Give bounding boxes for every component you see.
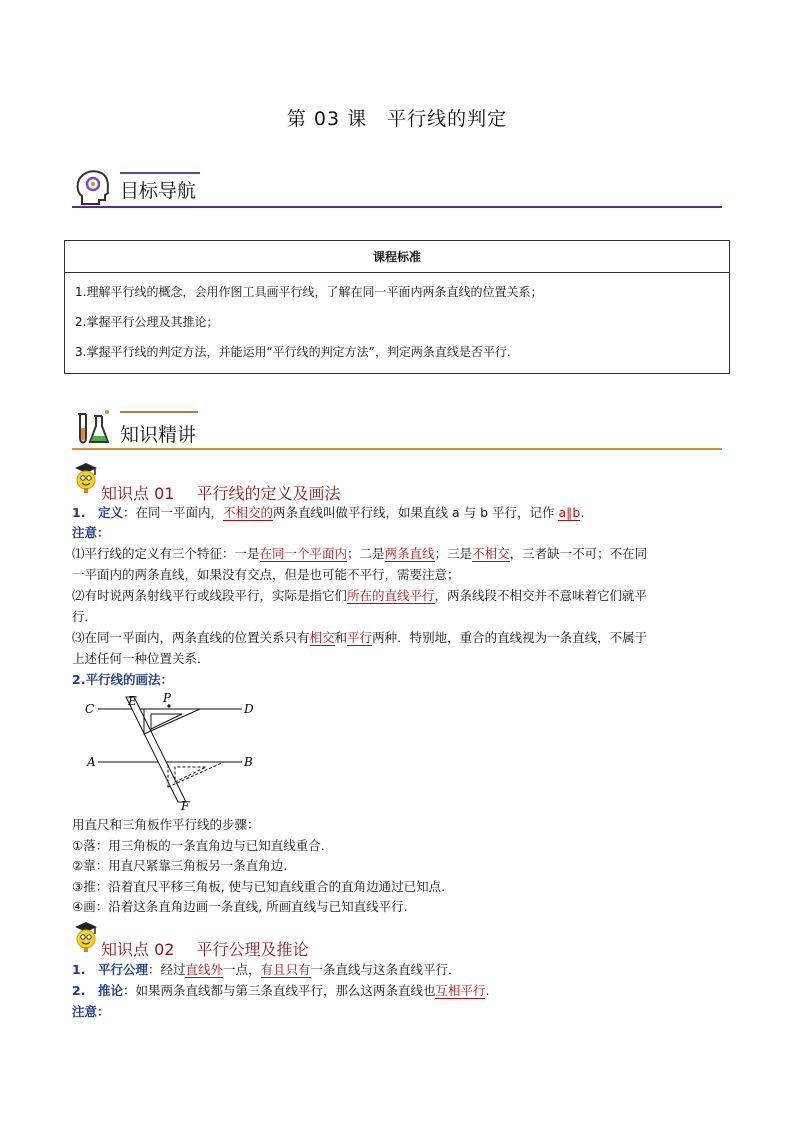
label-b: B [244, 755, 253, 769]
steps-title: 用直尺和三角板作平行线的步骤： [72, 817, 260, 832]
section-divider [72, 448, 722, 450]
blank-answer: 互相平行 [435, 983, 486, 998]
label-e: E [128, 694, 137, 708]
note-3-cont: 上述任何一种位置关系． [72, 651, 210, 666]
blank-answer: 不相交 [472, 546, 510, 561]
standards-body [65, 273, 730, 374]
knowledge-point-title [101, 937, 308, 960]
note-heading: 注意： [72, 525, 110, 540]
student-mascot-icon [73, 462, 99, 494]
blank-answer: 相交 [309, 630, 335, 645]
blank-answer: 直线外 [185, 962, 223, 977]
section-header-knowledge [72, 408, 722, 452]
drawing-steps [72, 815, 732, 918]
standard-item: 1.理解平行线的概念，会用作图工具画平行线，了解在同一平面内两条直线的位置关系； [75, 285, 543, 299]
section-header-accent [120, 172, 200, 174]
flask-icon [72, 408, 112, 450]
student-mascot-icon [73, 921, 99, 953]
standards-header: 课程标准 [65, 241, 730, 273]
kp-name: 平行线的定义及画法 [196, 484, 341, 503]
drawing-method-heading: 2.平行线的画法： [72, 672, 173, 687]
blank-answer: 两条直线 [384, 546, 435, 561]
blank-answer: a∥b [558, 505, 581, 520]
blank-answer: 平行 [347, 630, 373, 645]
kp-number: 知识点 01 [101, 484, 175, 503]
section-header-accent [120, 411, 198, 413]
blank-answer: 不相交的 [222, 505, 273, 520]
section-title-goals: 目标导航 [120, 180, 197, 202]
step-item: ①落：用三角板的一条直角边与已知直线重合. [72, 837, 325, 853]
label-p: P [163, 691, 172, 705]
blank-answer: 有且只有 [260, 962, 311, 977]
ruler [126, 697, 186, 802]
kp-name: 平行公理及推论 [196, 940, 309, 959]
step-item: ④画：沿着这条直角边画一条直线, 所画直线与已知直线平行. [72, 899, 408, 914]
standard-item: 3.掌握平行线的判定方法，并能运用“平行线的判定方法”，判定两条直线是否平行. [75, 345, 511, 359]
parallel-axiom-line: 1. 平行公理：经过直线外一点，有且只有一条直线与这条直线平行． [72, 962, 461, 977]
triangle-upper [144, 709, 200, 734]
step-item: ③推：沿着直尺平移三角板, 使与已知直线重合的直角边通过已知点. [72, 878, 446, 894]
label-c: C [85, 702, 95, 716]
corollary-line: 2. 推论：如果两条直线都与第三条直线平行，那么这两条直线也互相平行. [72, 983, 490, 998]
label-a: A [87, 755, 96, 769]
page-title: 第 03 课 平行线的判定 [286, 108, 508, 130]
note-3: ⑶在同一平面内，两条直线的位置关系只有相交和平行两种．特别地，重合的直线视为一条直线，不属于 [72, 630, 648, 645]
knowledge-point-title [101, 481, 340, 504]
note-2-cont: 行． [72, 609, 98, 624]
section-header-goals [72, 168, 722, 210]
definition-line: 1. 定义：在同一平面内，不相交的两条直线叫做平行线，如果直线 a 与 b 平行，记作 a∥b. [72, 505, 585, 520]
section-divider [72, 206, 722, 208]
note-1-cont: 一平面内的两条直线，如果没有交点，但是也可能不平行，需要注意； [72, 567, 460, 582]
definition-label: 1. 定义 [72, 505, 123, 520]
label-d: D [244, 702, 254, 716]
label-f: F [181, 799, 190, 812]
note-2: ⑵有时说两条射线平行或线段平行，实际是指它们所在的直线平行，两条线段不相交并不意味着它们就平 [72, 588, 648, 603]
head-gear-icon [74, 168, 112, 208]
blank-answer: 在同一个平面内 [259, 546, 348, 561]
note-heading: 注意： [72, 1004, 110, 1019]
note-1: ⑴平行线的定义有三个特征：一是在同一个平面内；二是两条直线；三是不相交，三者缺一不可；不在同 [72, 546, 648, 561]
course-standards-table [64, 240, 730, 374]
parallel-drawing-diagram [82, 690, 272, 812]
section-title-knowledge: 知识精讲 [120, 424, 197, 446]
step-item: ②靠：用直尺紧靠三角板另一条直角边. [72, 858, 288, 873]
kp-number: 知识点 02 [101, 940, 175, 959]
blank-answer: 所在的直线平行 [347, 588, 435, 603]
standard-item: 2.掌握平行公理及其推论； [75, 315, 219, 329]
